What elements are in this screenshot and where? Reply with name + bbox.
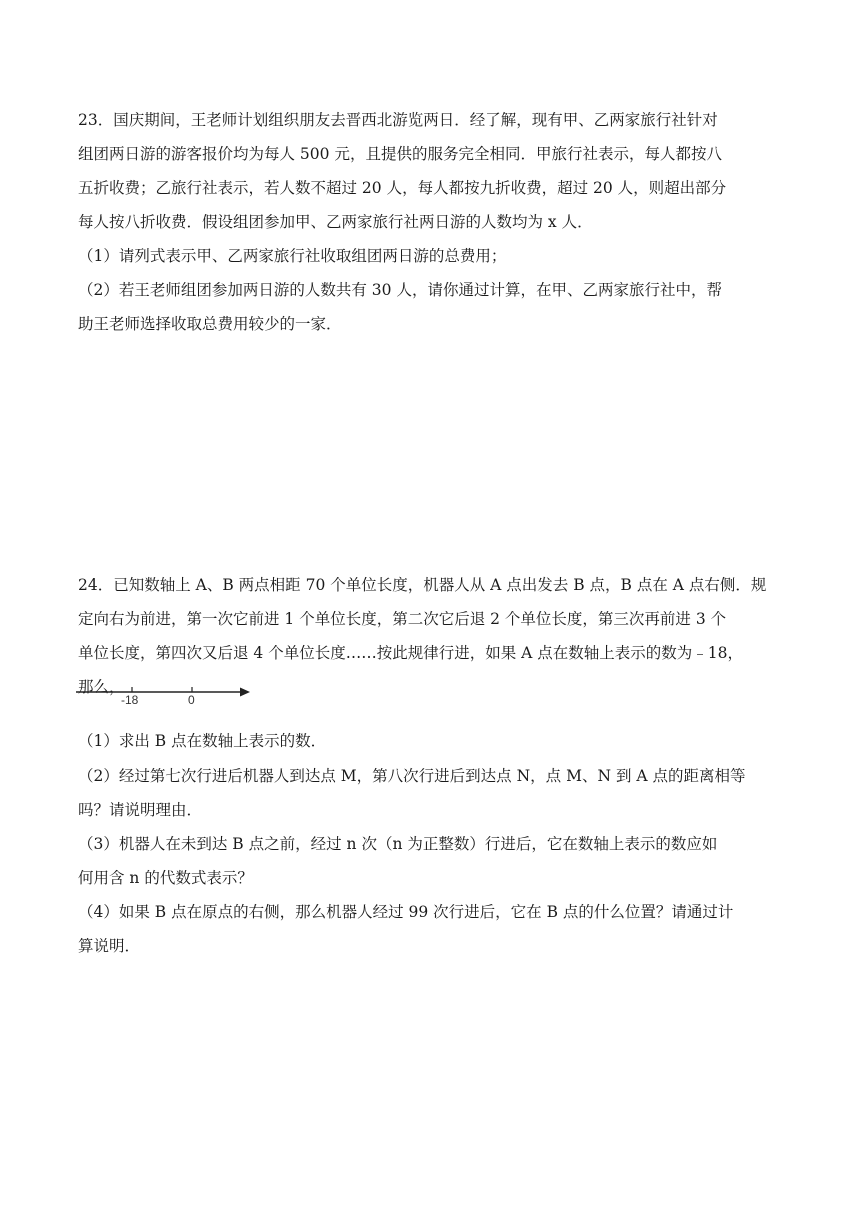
number-line-figure [74,680,254,714]
number-line-axis [74,680,254,700]
q24-part-1: （1）求出 B 点在数轴上表示的数． [78,732,327,750]
q23-part-2-line-1: （2）若王老师组团参加两日游的人数共有 30 人，请你通过计算，在甲、乙两家旅行社中，帮 [78,281,722,299]
q24-stem-line-1: 24．已知数轴上 A、B 两点相距 70 个单位长度，机器人从 A 点出发去 B 点，B 点在 A 点右侧．规 [78,576,767,594]
arrow-right-icon [240,688,250,697]
q24-stem-line-2: 定向右为前进，第一次它前进 1 个单位长度，第二次它后退 2 个单位长度，第三次再前进 3 个 [78,610,727,628]
q23-stem-line-1: 23．国庆期间，王老师计划组织朋友去晋西北游览两日．经了解，现有甲、乙两家旅行社针对 [78,111,718,129]
tick-label-b: 0 [188,693,195,707]
q24-part-2-line-1: （2）经过第七次行进后机器人到达点 M，第八次行进后到达点 N，点 M、N 到 A 点的距离相等 [78,767,746,785]
q23-stem-line-2: 组团两日游的游客报价均为每人 500 元，且提供的服务完全相同．甲旅行社表示，每人都按八 [78,145,722,163]
q24-part-3-line-2: 何用含 n 的代数式表示？ [78,869,253,887]
q24-stem-line-4: 那么， [78,678,125,696]
q24-part-4-line-2: 算说明． [78,937,141,955]
q24-stem-line-3: 单位长度，第四次又后退 4 个单位长度……按此规律行进，如果 A 点在数轴上表示的数为﹣18， [78,644,743,662]
q23-stem-line-4: 每人按八折收费．假设组团参加甲、乙两家旅行社两日游的人数均为 x 人． [78,213,593,231]
q23-part-2-line-2: 助王老师选择收取总费用较少的一家． [78,315,342,333]
tick-label-a: -18 [121,693,139,707]
q24-part-4-line-1: （4）如果 B 点在原点的右侧，那么机器人经过 99 次行进后，它在 B 点的什么位置？请通过计 [78,903,734,921]
q24-part-2-line-2: 吗？请说明理由． [78,801,203,819]
q24-part-3-line-1: （3）机器人在未到达 B 点之前，经过 n 次（n 为正整数）行进后，它在数轴上表示的数应如 [78,835,718,853]
q23-part-1: （1）请列式表示甲、乙两家旅行社收取组团两日游的总费用； [78,247,507,265]
q23-stem-line-3: 五折收费；乙旅行社表示，若人数不超过 20 人，每人都按九折收费，超过 20 人，则超出部分 [78,179,727,197]
